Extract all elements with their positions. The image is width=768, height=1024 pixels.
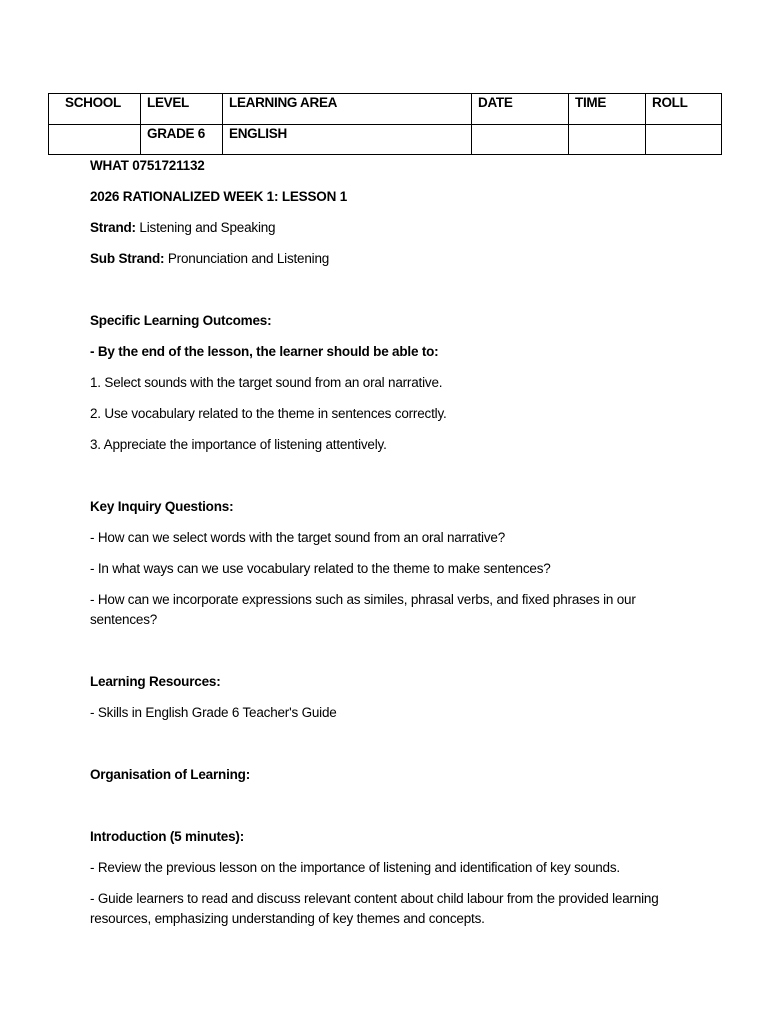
lesson-title: 2026 RATIONALIZED WEEK 1: LESSON 1 — [90, 189, 347, 204]
question-item: - How can we incorporate expressions such as similes, phrasal verbs, and fixed phrases in our sentences? — [90, 592, 636, 627]
learning-area-header: LEARNING AREA — [223, 94, 472, 125]
level-header: LEVEL — [141, 94, 223, 125]
school-value — [49, 125, 141, 155]
learning-area-value: ENGLISH — [223, 125, 472, 155]
time-header: TIME — [569, 94, 646, 125]
sub-strand-line — [90, 249, 690, 269]
question-item: - In what ways can we use vocabulary related to the theme to make sentences? — [90, 561, 551, 576]
introduction-heading: Introduction (5 minutes): — [90, 829, 244, 844]
value-row — [49, 125, 722, 155]
resources-heading: Learning Resources: — [90, 674, 221, 689]
lesson-header-table — [48, 93, 722, 155]
outcome-item: 1. Select sounds with the target sound from an oral narrative. — [90, 375, 443, 390]
organisation-heading: Organisation of Learning: — [90, 767, 251, 782]
outcome-item: 2. Use vocabulary related to the theme in sentences correctly. — [90, 406, 447, 421]
strand-line — [90, 218, 690, 238]
time-value — [569, 125, 646, 155]
introduction-item: - Review the previous lesson on the importance of listening and identification of key sounds. — [90, 860, 620, 875]
questions-heading: Key Inquiry Questions: — [90, 499, 234, 514]
date-header: DATE — [472, 94, 569, 125]
resource-item: - Skills in English Grade 6 Teacher's Guide — [90, 705, 337, 720]
school-header: SCHOOL — [49, 94, 141, 125]
roll-value — [646, 125, 722, 155]
outcomes-heading: Specific Learning Outcomes: — [90, 313, 272, 328]
contact-line: WHAT 0751721132 — [90, 158, 205, 173]
lesson-content — [90, 156, 690, 929]
date-value — [472, 125, 569, 155]
roll-header: ROLL — [646, 94, 722, 125]
sub-strand-value: Pronunciation and Listening — [164, 251, 330, 266]
level-value: GRADE 6 — [141, 125, 223, 155]
sub-strand-label: Sub Strand: — [90, 251, 165, 266]
introduction-item: - Guide learners to read and discuss relevant content about child labour from the provided learning resources, emphasizing understanding of key themes and concepts. — [90, 891, 659, 926]
question-item: - How can we select words with the target sound from an oral narrative? — [90, 530, 505, 545]
header-row — [49, 94, 722, 125]
outcomes-intro: - By the end of the lesson, the learner should be able to: — [90, 344, 439, 359]
strand-value: Listening and Speaking — [135, 220, 276, 235]
outcome-item: 3. Appreciate the importance of listening attentively. — [90, 437, 387, 452]
strand-label: Strand: — [90, 220, 136, 235]
